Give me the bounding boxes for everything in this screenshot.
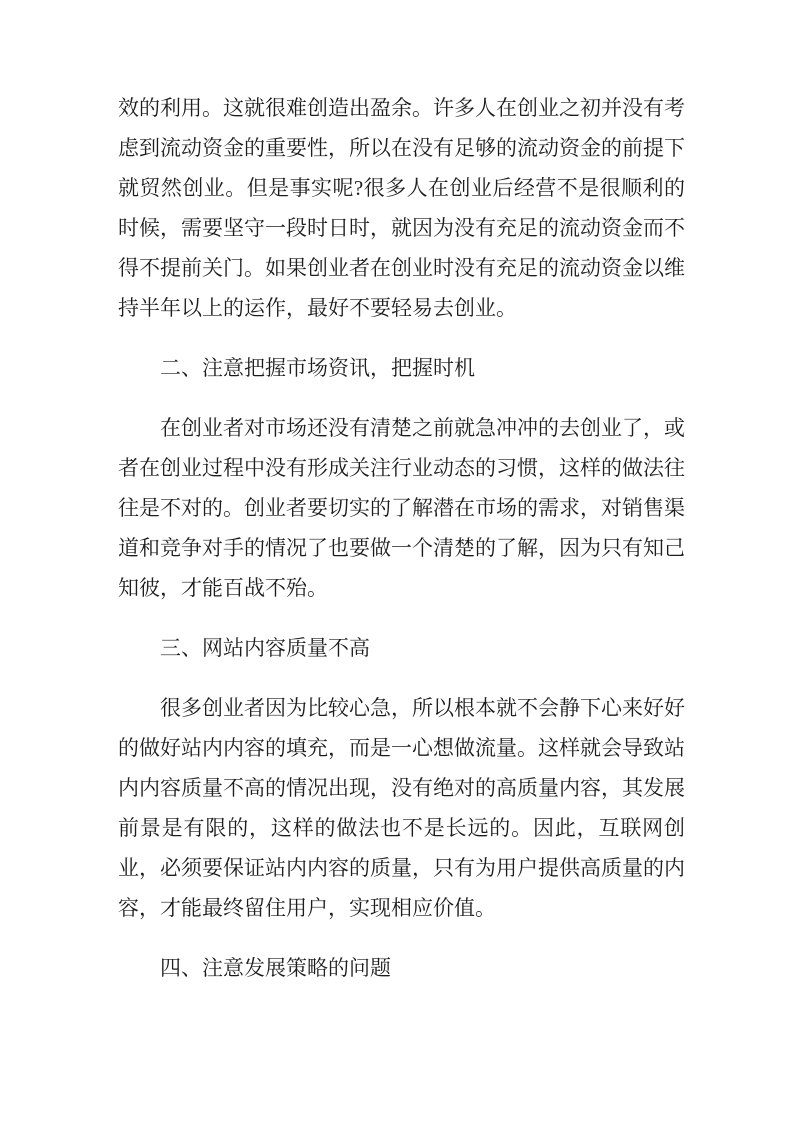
section-heading-4-development-strategy: 四、注意发展策略的问题	[160, 956, 391, 980]
section-heading-2-market-info: 二、注意把握市场资讯，把握时机	[160, 356, 475, 380]
paragraph-liquidity-funds: 效的利用。这就很难创造出盈余。许多人在创业之初并没有考虑到流动资金的重要性，所以在没有足够的流动资金的前提下就贸然创业。但是事实呢?很多人在创业后经营不是很顺利的时候，需要坚守一段时日时，就因为没有充足的流动资金而不得不提前关门。如果创业者在创业时没有充足的流动资金以维持半年以上的运作，最好不要轻易去创业。	[118, 96, 685, 320]
section-heading-3-content-quality: 三、网站内容质量不高	[160, 636, 370, 660]
document-page	[118, 88, 685, 1008]
paragraph-market-awareness: 在创业者对市场还没有清楚之前就急冲冲的去创业了，或者在创业过程中没有形成关注行业动态的习惯，这样的做法往往是不对的。创业者要切实的了解潜在市场的需求，对销售渠道和竞争对手的情况了也要做一个清楚的了解，因为只有知己知彼，才能百战不殆。	[118, 416, 685, 600]
paragraph-content-quality: 很多创业者因为比较心急，所以根本就不会静下心来好好的做好站内内容的填充，而是一心想做流量。这样就会导致站内内容质量不高的情况出现，没有绝对的高质量内容，其发展前景是有限的，这样的做法也不是长远的。因此，互联网创业，必须要保证站内内容的质量，只有为用户提供高质量的内容，才能最终留住用户，实现相应价值。	[118, 696, 685, 920]
